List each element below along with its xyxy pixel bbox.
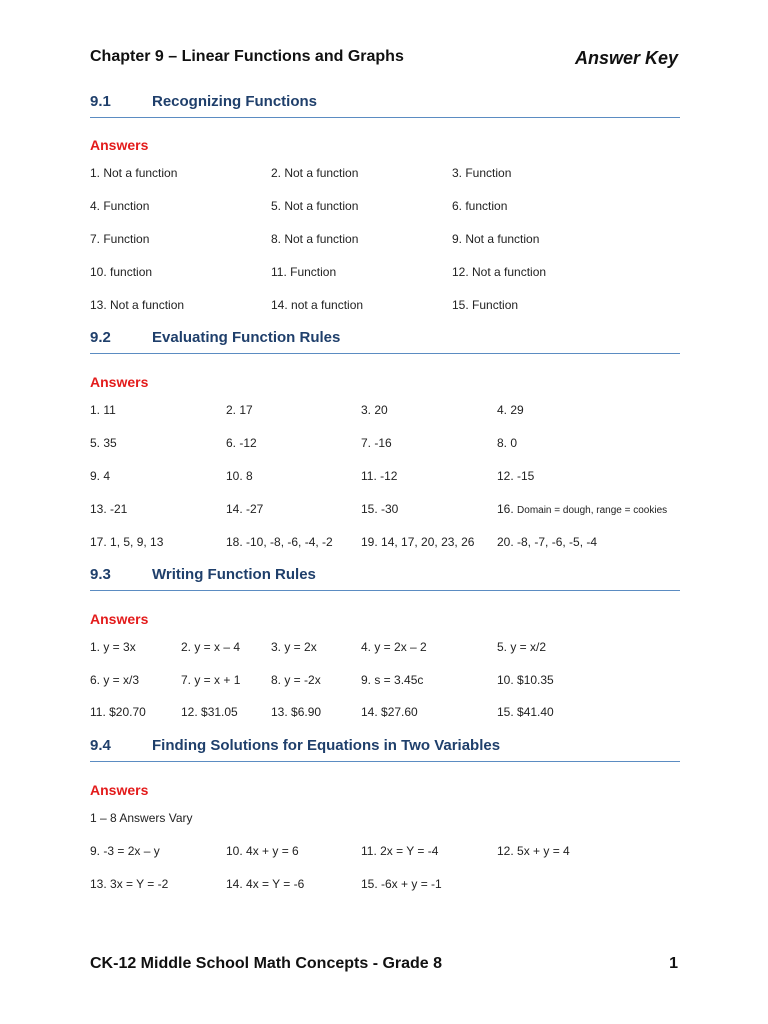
chapter-title: Chapter 9 – Linear Functions and Graphs	[90, 48, 404, 65]
answer-item: 11. 2x = Y = -4	[361, 844, 439, 858]
section-number: 9.4	[90, 737, 111, 754]
answer-item: 6. y = x/3	[90, 673, 140, 687]
section-divider	[90, 117, 680, 118]
answer-item: 4. Function	[90, 199, 150, 213]
answers-label: Answers	[90, 611, 149, 627]
section-number: 9.1	[90, 93, 111, 110]
answer-text: Domain = dough, range = cookies	[517, 505, 668, 516]
answer-item: 9. s = 3.45c	[361, 673, 424, 687]
answer-item: 7. -16	[361, 436, 392, 450]
footer-book-title: CK-12 Middle School Math Concepts - Grade 8	[90, 955, 443, 972]
answer-item: 10. 4x + y = 6	[226, 844, 299, 858]
answer-item: 13. $6.90	[271, 705, 322, 719]
answer-item: 3. Function	[452, 166, 512, 180]
answer-item: 8. y = -2x	[271, 673, 321, 687]
answer-item: 4. 29	[497, 403, 524, 417]
answer-item: 12. $31.05	[181, 705, 238, 719]
answer-item: 15. $41.40	[497, 705, 554, 719]
page-number: 1	[669, 955, 678, 972]
answers-label: Answers	[90, 782, 149, 798]
answer-item: 13. Not a function	[90, 298, 185, 312]
answer-item: 13. -21	[90, 502, 128, 516]
answer-item: 19. 14, 17, 20, 23, 26	[361, 535, 475, 549]
answer-item-16	[497, 502, 667, 516]
answer-item: 15. -30	[361, 502, 399, 516]
answer-item: 1. 11	[90, 403, 116, 417]
answer-item: 4. y = 2x – 2	[361, 640, 427, 654]
answer-item: 13. 3x = Y = -2	[90, 877, 169, 891]
answer-item: 3. 20	[361, 403, 388, 417]
answer-item: 11. Function	[271, 265, 337, 279]
section-divider	[90, 353, 680, 354]
answers-label: Answers	[90, 137, 149, 153]
answer-item: 2. Not a function	[271, 166, 359, 180]
section-divider	[90, 590, 680, 591]
section-number: 9.2	[90, 329, 111, 346]
answer-key-label: Answer Key	[574, 48, 678, 68]
answer-item: 10. 8	[226, 469, 253, 483]
answer-item: 15. Function	[452, 298, 519, 312]
answer-item: 9. 4	[90, 469, 111, 483]
answer-item: 2. 17	[226, 403, 253, 417]
answer-item: 10. function	[90, 265, 153, 279]
answer-item: 14. $27.60	[361, 705, 418, 719]
answer-item: 1. Not a function	[90, 166, 178, 180]
answer-item: 9. -3 = 2x – y	[90, 844, 160, 858]
answer-item: 12. -15	[497, 469, 535, 483]
answer-item: 6. -12	[226, 436, 257, 450]
section-title: Finding Solutions for Equations in Two Variables	[152, 737, 501, 754]
answer-item: 7. Function	[90, 232, 150, 246]
section-title: Evaluating Function Rules	[152, 329, 341, 346]
section-title: Recognizing Functions	[152, 93, 317, 110]
answer-item: 1. y = 3x	[90, 640, 136, 654]
answer-item: 5. 35	[90, 436, 117, 450]
answers-vary-note: 1 – 8 Answers Vary	[90, 811, 193, 825]
answer-item: 11. $20.70	[90, 705, 146, 719]
answer-item: 3. y = 2x	[271, 640, 317, 654]
answer-item: 8. 0	[497, 436, 518, 450]
answer-item: 10. $10.35	[497, 673, 554, 687]
answer-item: 6. function	[452, 199, 508, 213]
section-divider	[90, 761, 680, 762]
answer-item: 14. not a function	[271, 298, 364, 312]
answer-item: 2. y = x – 4	[181, 640, 241, 654]
answer-number: 16.	[497, 502, 514, 516]
answer-item: 8. Not a function	[271, 232, 359, 246]
answer-item: 5. y = x/2	[497, 640, 547, 654]
answer-item: 7. y = x + 1	[181, 673, 241, 687]
answer-item: 5. Not a function	[271, 199, 359, 213]
answer-item: 15. -6x + y = -1	[361, 877, 442, 891]
answer-item: 9. Not a function	[452, 232, 540, 246]
answer-item: 20. -8, -7, -6, -5, -4	[497, 535, 598, 549]
answer-item: 18. -10, -8, -6, -4, -2	[226, 535, 333, 549]
answer-item: 14. -27	[226, 502, 264, 516]
answer-item: 12. 5x + y = 4	[497, 844, 570, 858]
section-number: 9.3	[90, 566, 111, 583]
answer-item: 11. -12	[361, 469, 398, 483]
answers-label: Answers	[90, 374, 149, 390]
answer-item: 14. 4x = Y = -6	[226, 877, 305, 891]
answer-item: 17. 1, 5, 9, 13	[90, 535, 164, 549]
section-title: Writing Function Rules	[152, 566, 316, 583]
answer-item: 12. Not a function	[452, 265, 547, 279]
